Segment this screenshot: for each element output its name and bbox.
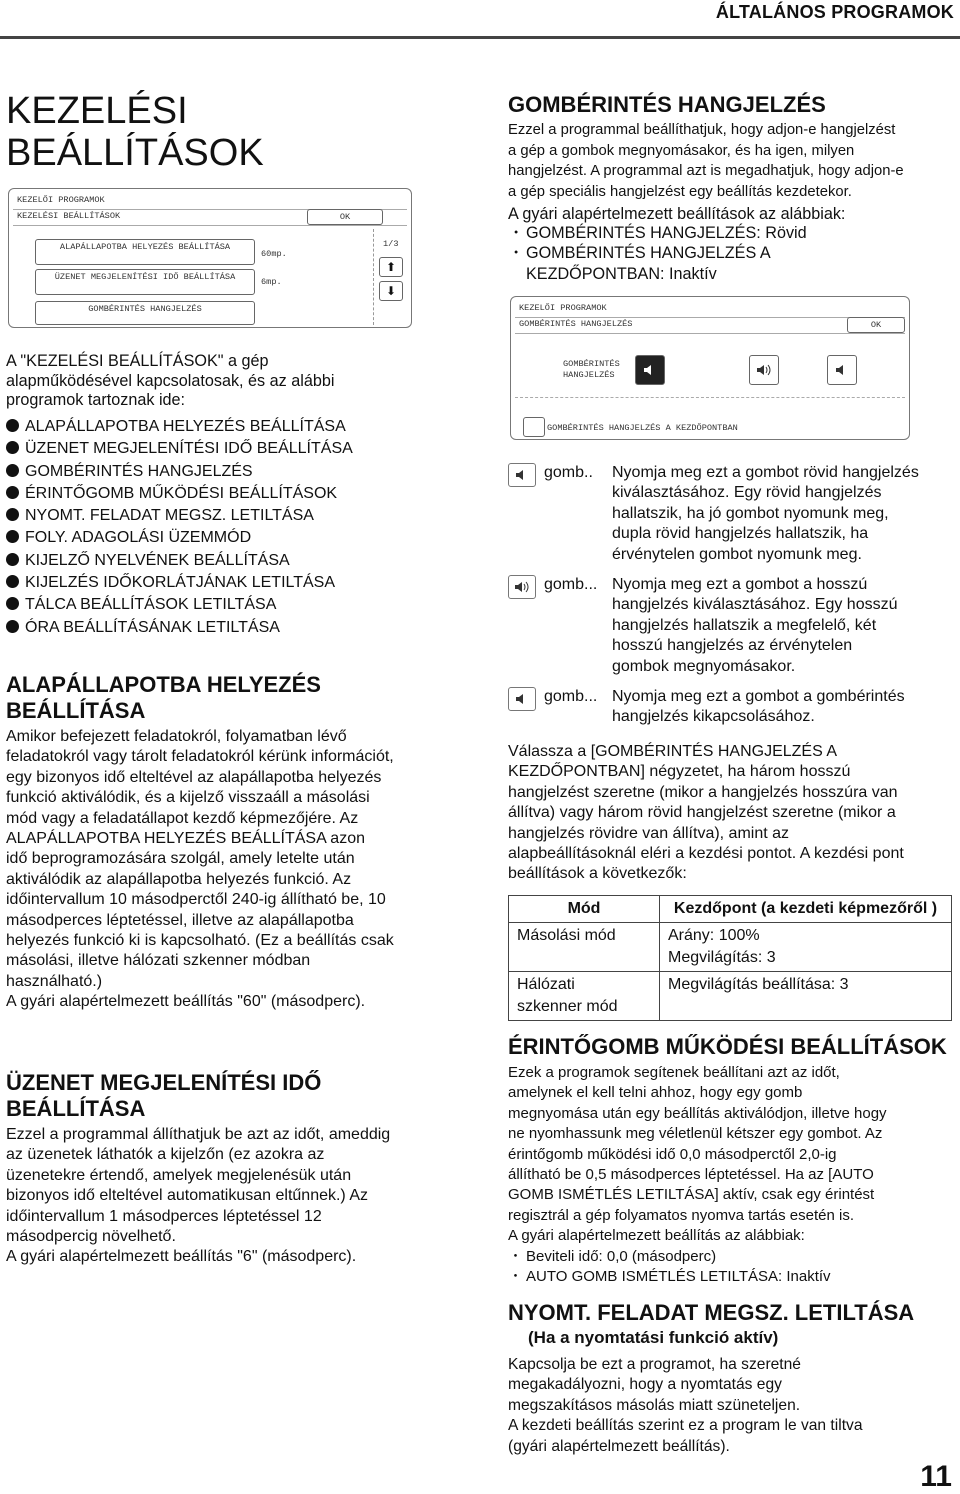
- speaker-long-icon: [508, 575, 536, 599]
- text-line: dupla rövid hangjelzés hallatszik, ha: [612, 525, 869, 543]
- list-item: [6, 527, 353, 549]
- cell-line: Hálózati: [517, 976, 575, 993]
- text-line: A gyári alapértelmezett beállítás az alábbiak:: [508, 1227, 805, 1245]
- text-line: hangjelzés hallatszik a megfelelő, két: [612, 616, 877, 634]
- speaker-off-icon: [834, 363, 850, 377]
- speaker-short-icon: [508, 463, 536, 487]
- list-item: [6, 438, 353, 460]
- text-line: üzenetekre értendő, amelyek megjelenésük után: [6, 1166, 352, 1184]
- default-item-row: [508, 1247, 887, 1267]
- bullet-icon: [6, 441, 19, 454]
- text-line: érintőgomb működési idő 0,0 másodperctől 2,0-ig: [508, 1145, 837, 1163]
- list-item: [6, 617, 353, 639]
- text-line: A gyári alapértelmezett beállítás "6" (másodperc).: [6, 1248, 357, 1266]
- mode-sep: ...: [584, 576, 598, 593]
- text-line: Nyomja meg ezt a gombot rövid hangjelzés: [612, 464, 919, 481]
- text-line: Nyomja meg ezt a gombot a gombérintés: [612, 688, 905, 705]
- text-line: bizonyos idő elteltével automatikusan eltűnnek.) Az: [6, 1187, 368, 1205]
- text-line: KEZDŐPONTBAN] négyzetet, ha három hosszú: [508, 763, 851, 781]
- speaker-long-icon: [755, 363, 773, 377]
- list-item-label: ALAPÁLLAPOTBA HELYEZÉS BEÁLLÍTÁSA: [25, 418, 346, 435]
- bullet-icon: [6, 553, 19, 566]
- text-line: alapbeállításoknál eléri a kezdési pontot. A kezdési pont: [508, 845, 904, 863]
- screen-path-2: GOMBÉRINTÉS HANGJELZÉS: [519, 319, 633, 329]
- scroll-divider: [373, 229, 375, 325]
- text-line: állítva) vagy három rövid hangjelzést szeretne (mikor a: [508, 804, 896, 822]
- text-line: gombok megnyomásakor.: [612, 657, 796, 675]
- divider: [515, 397, 905, 399]
- bullet-icon: [6, 597, 19, 610]
- list-item: [6, 416, 353, 438]
- beep-section-title: GOMBÉRINTÉS HANGJELZÉS: [508, 92, 826, 117]
- table-cell: Megvilágítás beállítása: 3: [660, 972, 952, 1021]
- main-title: [6, 90, 264, 174]
- text-line: idő beprogramozására szolgál, amely letelte után: [6, 850, 355, 868]
- text-line: ne nyomhassunk meg véletlenül kétszer egy gombot. Az: [508, 1125, 883, 1143]
- page-indicator: 1/3: [383, 239, 399, 249]
- start-point-checkbox-label: GOMBÉRINTÉS HANGJELZÉS A KEZDŐPONTBAN: [547, 423, 738, 433]
- scroll-up-button[interactable]: [379, 257, 403, 277]
- start-point-checkbox[interactable]: [523, 417, 545, 437]
- table-header: Mód: [509, 896, 660, 923]
- message-section-title: [6, 1070, 321, 1122]
- bullet-icon: ・: [508, 1247, 524, 1265]
- text-line: a gép speciális hangjelzést egy beállítás kezdetekor.: [508, 183, 852, 200]
- main-title-line2: BEÁLLÍTÁSOK: [6, 132, 264, 174]
- beep-long-option[interactable]: [749, 355, 779, 385]
- mode-sep: ..: [584, 464, 593, 481]
- list-item: [6, 461, 353, 483]
- text-line: helyezés funkció ki is kapcsolható. (Ez a beállítás csak: [6, 932, 394, 950]
- table-cell: [660, 923, 952, 972]
- text-line: megszakításos másolás miatt szüneteljen.: [508, 1396, 801, 1414]
- text-line: használható.): [6, 972, 103, 990]
- print-section-title: NYOMT. FELADAT MEGSZ. LETILTÁSA: [508, 1300, 915, 1325]
- bullet-icon: [6, 419, 19, 432]
- list-item: [6, 505, 353, 527]
- text-line: érvénytelen gombot nyomunk meg.: [612, 545, 862, 563]
- beep-defaults-intro: A gyári alapértelmezett beállítások az alábbiak:: [508, 205, 846, 223]
- text-line: Ezek a programok segítenek beállítani azt az időt,: [508, 1064, 840, 1081]
- bullet-icon: [6, 486, 19, 499]
- default-item: GOMBÉRINTÉS HANGJELZÉS: Rövid: [526, 224, 807, 242]
- default-item: AUTO GOMB ISMÉTLÉS LETILTÁSA: Inaktív: [526, 1268, 831, 1286]
- text-line: kiválasztásához. Egy rövid hangjelzés: [612, 484, 882, 502]
- text-line: egy bizonyos idő elteltével az alapállapotba helyezés: [6, 768, 382, 786]
- mode-sep: ...: [584, 688, 598, 705]
- section-title-line2: BEÁLLÍTÁSA: [6, 1096, 146, 1121]
- beep-section-body: [508, 120, 904, 202]
- default-item-row: [508, 1267, 887, 1287]
- text-line: beállítások a következők:: [508, 865, 687, 883]
- section-title-line1: ALAPÁLLAPOTBA HELYEZÉS: [6, 672, 321, 697]
- header-rule: [0, 36, 960, 39]
- list-item-label: KIJELZŐ NYELVÉNEK BEÁLLÍTÁSA: [25, 551, 290, 569]
- settings-screen-2: [510, 296, 910, 440]
- start-point-table: [508, 895, 952, 1021]
- mode-key: gomb: [544, 688, 585, 705]
- arrow-down-icon: ⬇: [385, 284, 397, 298]
- reset-setting-button[interactable]: ALAPÁLLAPOTBA HELYEZÉS BEÁLLÍTÁSA: [35, 239, 255, 265]
- settings-screen-1: [8, 188, 412, 328]
- text-line: aktiválódik az alapállapotba helyezés funkció. Az: [6, 870, 352, 888]
- text-line: A kezdeti beállítás szerint ez a program le van tiltva: [508, 1417, 863, 1435]
- list-item-label: ÜZENET MEGJELENÍTÉSI IDŐ BEÁLLÍTÁSA: [25, 440, 353, 458]
- section-title-line2: BEÁLLÍTÁSA: [6, 698, 146, 723]
- intro-text: A "KEZELÉSI BEÁLLÍTÁSOK" a gép alapműködésével kapcsolatosak, és az alábbi programok tartoznak ide:: [6, 352, 335, 409]
- screen-path-1: KEZELŐI PROGRAMOK: [519, 303, 607, 313]
- text-line: másodpercig növelhető.: [6, 1228, 176, 1246]
- cell-line: Arány: 100%: [668, 927, 760, 944]
- touch-section-body: [508, 1063, 887, 1287]
- table-cell: [509, 972, 660, 1021]
- main-title-line1: KEZELÉSI: [6, 90, 188, 132]
- mode-key: gomb: [544, 576, 585, 593]
- table-row: [509, 972, 952, 1021]
- default-item: GOMBÉRINTÉS HANGJELZÉS A: [526, 244, 771, 263]
- cell-line: Megvilágítás: 3: [668, 949, 776, 966]
- screen-path-2: KEZELÉSI BEÁLLÍTÁSOK: [17, 211, 121, 221]
- ok-button[interactable]: OK: [847, 317, 905, 333]
- bullet-icon: [6, 464, 19, 477]
- text-line: funkció aktiválódik, és a kijelző visszaáll a másolási: [6, 789, 370, 807]
- list-item: [6, 483, 353, 505]
- text-line: Ezzel a programmal állíthatjuk be azt az időt, ameddig: [6, 1126, 391, 1143]
- bullet-icon: ・: [508, 224, 525, 242]
- text-line: ALAPÁLLAPOTBA HELYEZÉS BEÁLLÍTÁSA azon: [6, 830, 365, 848]
- list-item-label: NYOMT. FELADAT MEGSZ. LETILTÁSA: [25, 507, 314, 525]
- touch-section-title: ÉRINTŐGOMB MŰKÖDÉSI BEÁLLÍTÁSOK: [508, 1034, 947, 1059]
- bullet-icon: [6, 620, 19, 633]
- print-section-body: [508, 1355, 863, 1457]
- text-line: A gyári alapértelmezett beállítás "60" (másodperc).: [6, 993, 366, 1011]
- text-line: megnyomása után egy beállítás aktiválódjon, illetve hogy: [508, 1104, 887, 1122]
- text-line: feladatokról vagy tárolt feladatokról kérünk információt,: [6, 748, 394, 766]
- text-line: (gyári alapértelmezett beállítás).: [508, 1437, 730, 1455]
- print-section-subtitle: (Ha a nyomtatási funkció aktív): [528, 1328, 779, 1347]
- reset-section-title: [6, 672, 321, 724]
- cell-line: szkenner mód: [517, 998, 618, 1015]
- speaker-short-icon: [642, 363, 658, 377]
- ok-button[interactable]: OK: [307, 209, 383, 225]
- text-line: másolási, illetve hálózati szkenner módban: [6, 952, 311, 970]
- reset-value: 60mp.: [261, 249, 287, 259]
- section-title-line1: ÜZENET MEGJELENÍTÉSI IDŐ: [6, 1070, 322, 1095]
- list-item: [6, 572, 353, 594]
- text-line: állítható be 0,5 másodperces léptetéssel. Ha az [AUTO: [508, 1166, 874, 1184]
- text-line: Amikor befejezett feladatokról, folyamatban lévő: [6, 728, 347, 745]
- text-line: Ezzel a programmal beállíthatjuk, hogy adjon-e hangjelzést: [508, 122, 896, 138]
- text-line: időintervallum 10 másodperctől 240-ig állítható be, 10: [6, 891, 386, 909]
- list-item-label: ÓRA BEÁLLÍTÁSÁNAK LETILTÁSA: [25, 618, 280, 636]
- list-item-label: TÁLCA BEÁLLÍTÁSOK LETILTÁSA: [25, 596, 277, 614]
- text-line: másodperces léptetéssel, illetve az alapállapotba: [6, 911, 354, 929]
- beep-short-option[interactable]: [635, 355, 665, 385]
- message-time-button[interactable]: ÜZENET MEGJELENÍTÉSI IDŐ BEÁLLÍTÁSA: [35, 269, 255, 295]
- list-item-label: GOMBÉRINTÉS HANGJELZÉS: [25, 462, 253, 480]
- beep-label: GOMBÉRINTÉS HANGJELZÉS: [563, 359, 620, 380]
- beep-defaults: [508, 223, 807, 284]
- list-item: [6, 594, 353, 616]
- bullet-icon: [6, 508, 19, 521]
- table-row: [509, 923, 952, 972]
- reset-section-body: [6, 727, 394, 1013]
- text-line: GOMB ISMÉTLÉS LETILTÁSA] aktív, csak egy érintést: [508, 1186, 875, 1204]
- divider: [515, 333, 905, 334]
- text-line: hangjelzés kiválasztásához. Egy hosszú: [612, 596, 898, 614]
- text-line: hangjelzés rövidre van állítva), amint az: [508, 824, 790, 842]
- text-line: mód vagy a feladatállapot kezdő képmezőjére. Az: [6, 809, 359, 827]
- bullet-icon: ・: [508, 1268, 524, 1286]
- start-point-text: [508, 742, 904, 885]
- text-line: hangjelzést. A programmal azt is megadhatjuk, hogy adjon-e: [508, 163, 904, 180]
- page-number: 11: [920, 1460, 952, 1493]
- text-line: amelynek el kell telni ahhoz, hogy egy gomb: [508, 1084, 803, 1102]
- text-line: Nyomja meg ezt a gombot a hosszú: [612, 576, 868, 593]
- text-line: Kapcsolja be ezt a programot, ha szeretné: [508, 1356, 801, 1373]
- table-header-row: [509, 896, 952, 923]
- table-header: Kezdőpont (a kezdeti képmezőről ): [660, 896, 952, 923]
- bullet-icon: [6, 530, 19, 543]
- list-item: [6, 550, 353, 572]
- speaker-off-icon: [508, 687, 536, 711]
- table-cell: Másolási mód: [509, 923, 660, 972]
- divider: [13, 225, 407, 226]
- mode-key: gomb: [544, 464, 585, 481]
- message-time-value: 6mp.: [261, 277, 282, 287]
- list-item-label: FOLY. ADAGOLÁSI ÜZEMMÓD: [25, 529, 252, 547]
- text-line: időintervallum 1 másodperces léptetéssel 12: [6, 1207, 322, 1225]
- scroll-down-button[interactable]: [379, 281, 403, 301]
- text-line: hallatszik, ha jó gombot nyomunk meg,: [612, 504, 889, 522]
- screen-path-1: KEZELŐI PROGRAMOK: [17, 195, 105, 205]
- text-line: hosszú hangjelzés az érvénytelen: [612, 637, 853, 655]
- header-title: ÁLTALÁNOS PROGRAMOK: [715, 2, 954, 22]
- program-list: [6, 416, 353, 639]
- text-line: megakadályozni, hogy a nyomtatás egy: [508, 1376, 782, 1394]
- default-item: Beviteli idő: 0,0 (másodperc): [526, 1247, 717, 1265]
- list-item-label: ÉRINTŐGOMB MŰKÖDÉSI BEÁLLÍTÁSOK: [25, 484, 338, 502]
- bullet-icon: ・: [508, 244, 525, 263]
- text-line: a gép a gombok megnyomásakor, és ha igen, milyen: [508, 142, 855, 159]
- bullet-icon: [6, 575, 19, 588]
- text-line: az üzenetek láthatók a kijelzőn (ez azokra az: [6, 1146, 325, 1164]
- key-beep-button[interactable]: GOMBÉRINTÉS HANGJELZÉS: [35, 301, 255, 325]
- text-line: hangjelzést szeretne (mikor a hangjelzés hosszúra van: [508, 783, 898, 801]
- text-line: Válassza a [GOMBÉRINTÉS HANGJELZÉS A: [508, 743, 837, 760]
- message-section-body: [6, 1125, 390, 1268]
- arrow-up-icon: ⬆: [385, 260, 397, 274]
- default-item: KEZDŐPONTBAN: Inaktív: [526, 264, 717, 283]
- text-line: hangjelzés kikapcsolásához.: [612, 708, 815, 726]
- beep-off-option[interactable]: [827, 355, 857, 385]
- list-item-label: KIJELZÉS IDŐKORLÁTJÁNAK LETILTÁSA: [25, 574, 336, 592]
- text-line: regisztrál a gép folyamatos nyomva tartás esetén is.: [508, 1206, 854, 1224]
